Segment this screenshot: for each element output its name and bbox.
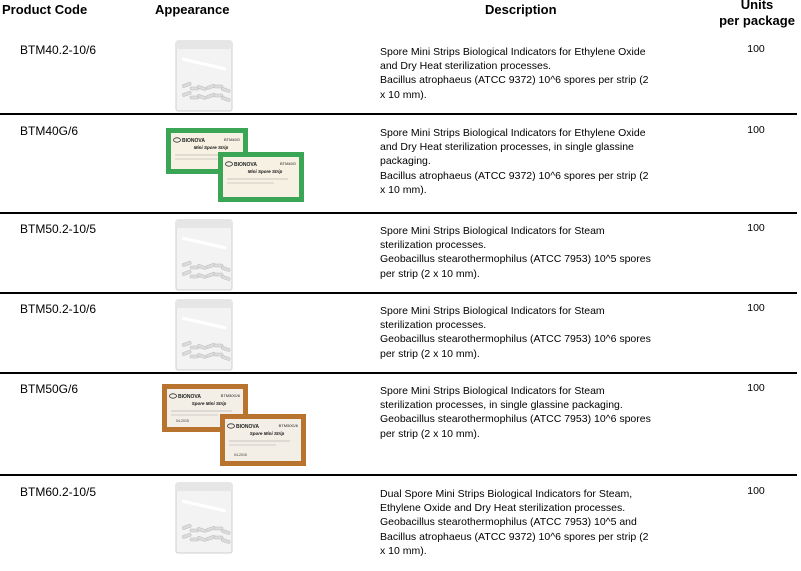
- header-description: Description: [485, 2, 557, 17]
- description-line: per strip (2 x 10 mm).: [380, 267, 480, 280]
- description-line: packaging.: [380, 155, 431, 168]
- svg-text:Mini Spore Strip: Mini Spore Strip: [247, 169, 283, 174]
- svg-text:BTM50G/6: BTM50G/6: [278, 423, 298, 428]
- description-line: and Dry Heat sterilization processes, in single glassine: [380, 141, 634, 154]
- product-description: [380, 224, 650, 281]
- product-code: BTM50G/6: [20, 382, 79, 396]
- svg-text:Spore Mini Strip: Spore Mini Strip: [191, 401, 227, 406]
- description-line: Bacillus atrophaeus (ATCC 9372) 10^6 spores per strip (2: [380, 530, 649, 543]
- product-description: [380, 304, 650, 361]
- header-units-line1: Units: [740, 0, 774, 12]
- units-per-package: 100: [747, 43, 765, 55]
- row-separator: [0, 212, 797, 214]
- header-units-line2: per package: [719, 13, 795, 28]
- row-separator: [0, 292, 797, 294]
- product-appearance: [160, 378, 310, 468]
- svg-text:BTM50G/6: BTM50G/6: [220, 393, 240, 398]
- svg-text:BIONOVA: BIONOVA: [236, 424, 259, 430]
- strip-bag-image: [168, 39, 318, 117]
- strip-bag-image: [168, 298, 318, 376]
- green-glassine-envelopes-image: [160, 122, 310, 214]
- description-line: x 10 mm).: [380, 544, 427, 557]
- product-code: BTM50.2-10/6: [20, 302, 97, 316]
- description-line: Spore Mini Strips Biological Indicators for Steam: [380, 385, 605, 397]
- svg-text:BIONOVA: BIONOVA: [234, 162, 257, 168]
- description-line: and Dry Heat sterilization processes.: [380, 60, 551, 73]
- product-code: BTM40.2-10/6: [20, 43, 97, 57]
- description-line: Spore Mini Strips Biological Indicators for Ethylene Oxide: [380, 46, 646, 58]
- svg-text:BIONOVA: BIONOVA: [178, 394, 201, 400]
- header-product-code: Product Code: [2, 2, 88, 17]
- table-header: [0, 0, 801, 40]
- product-description: [380, 487, 650, 558]
- description-line: Geobacillus stearothermophilus (ATCC 7953) 10^5 spores: [380, 253, 651, 266]
- description-line: Spore Mini Strips Biological Indicators for Steam: [380, 225, 605, 237]
- product-appearance: [168, 218, 318, 308]
- units-per-package: 100: [747, 382, 765, 394]
- row-separator: [0, 113, 797, 115]
- svg-text:04-2015: 04-2015: [176, 419, 189, 423]
- description-line: sterilization processes, in single glassine packaging.: [380, 399, 623, 412]
- product-appearance: [160, 122, 310, 212]
- row-separator: [0, 474, 797, 476]
- description-line: Bacillus atrophaeus (ATCC 9372) 10^6 spores per strip (2: [380, 74, 649, 87]
- strip-bag-image: [168, 481, 318, 559]
- header-appearance: Appearance: [155, 2, 230, 17]
- description-line: sterilization processes.: [380, 319, 487, 332]
- description-line: x 10 mm).: [380, 183, 427, 196]
- units-per-package: 100: [747, 124, 765, 136]
- product-description: [380, 126, 650, 197]
- product-code: BTM50.2-10/5: [20, 222, 97, 236]
- brown-glassine-envelopes-image: [160, 378, 310, 470]
- product-code: BTM60.2-10/5: [20, 485, 97, 499]
- product-appearance: [168, 481, 318, 571]
- product-code: BTM40G/6: [20, 124, 79, 138]
- description-line: Ethylene Oxide and Dry Heat sterilization processes.: [380, 502, 626, 515]
- strip-bag-image: [168, 218, 318, 296]
- svg-text:BTM40G: BTM40G: [223, 137, 240, 142]
- description-line: per strip (2 x 10 mm).: [380, 427, 480, 440]
- description-line: sterilization processes.: [380, 239, 487, 252]
- svg-text:BTM40G: BTM40G: [279, 161, 296, 166]
- product-description: [380, 45, 650, 102]
- svg-text:BIONOVA: BIONOVA: [182, 138, 205, 144]
- product-description: [380, 384, 650, 441]
- units-per-package: 100: [747, 485, 765, 497]
- description-line: Bacillus atrophaeus (ATCC 9372) 10^6 spores per strip (2: [380, 169, 649, 182]
- header-units: [712, 0, 801, 29]
- svg-text:04-2015: 04-2015: [234, 453, 247, 457]
- product-appearance: [168, 298, 318, 388]
- description-line: Spore Mini Strips Biological Indicators for Steam: [380, 305, 605, 317]
- units-per-package: 100: [747, 302, 765, 314]
- svg-text:Spore Mini Strip: Spore Mini Strip: [249, 431, 285, 436]
- svg-text:Mini Spore Strip: Mini Spore Strip: [193, 145, 229, 150]
- description-line: Dual Spore Mini Strips Biological Indicators for Steam,: [380, 488, 633, 500]
- description-line: Geobacillus stearothermophilus (ATCC 7953) 10^6 spores: [380, 413, 651, 426]
- description-line: Geobacillus stearothermophilus (ATCC 7953) 10^5 and: [380, 516, 637, 529]
- description-line: Spore Mini Strips Biological Indicators for Ethylene Oxide: [380, 127, 646, 139]
- description-line: Geobacillus stearothermophilus (ATCC 7953) 10^6 spores: [380, 333, 651, 346]
- units-per-package: 100: [747, 222, 765, 234]
- product-appearance: [168, 39, 318, 129]
- row-separator: [0, 372, 797, 374]
- description-line: per strip (2 x 10 mm).: [380, 347, 480, 360]
- description-line: x 10 mm).: [380, 88, 427, 101]
